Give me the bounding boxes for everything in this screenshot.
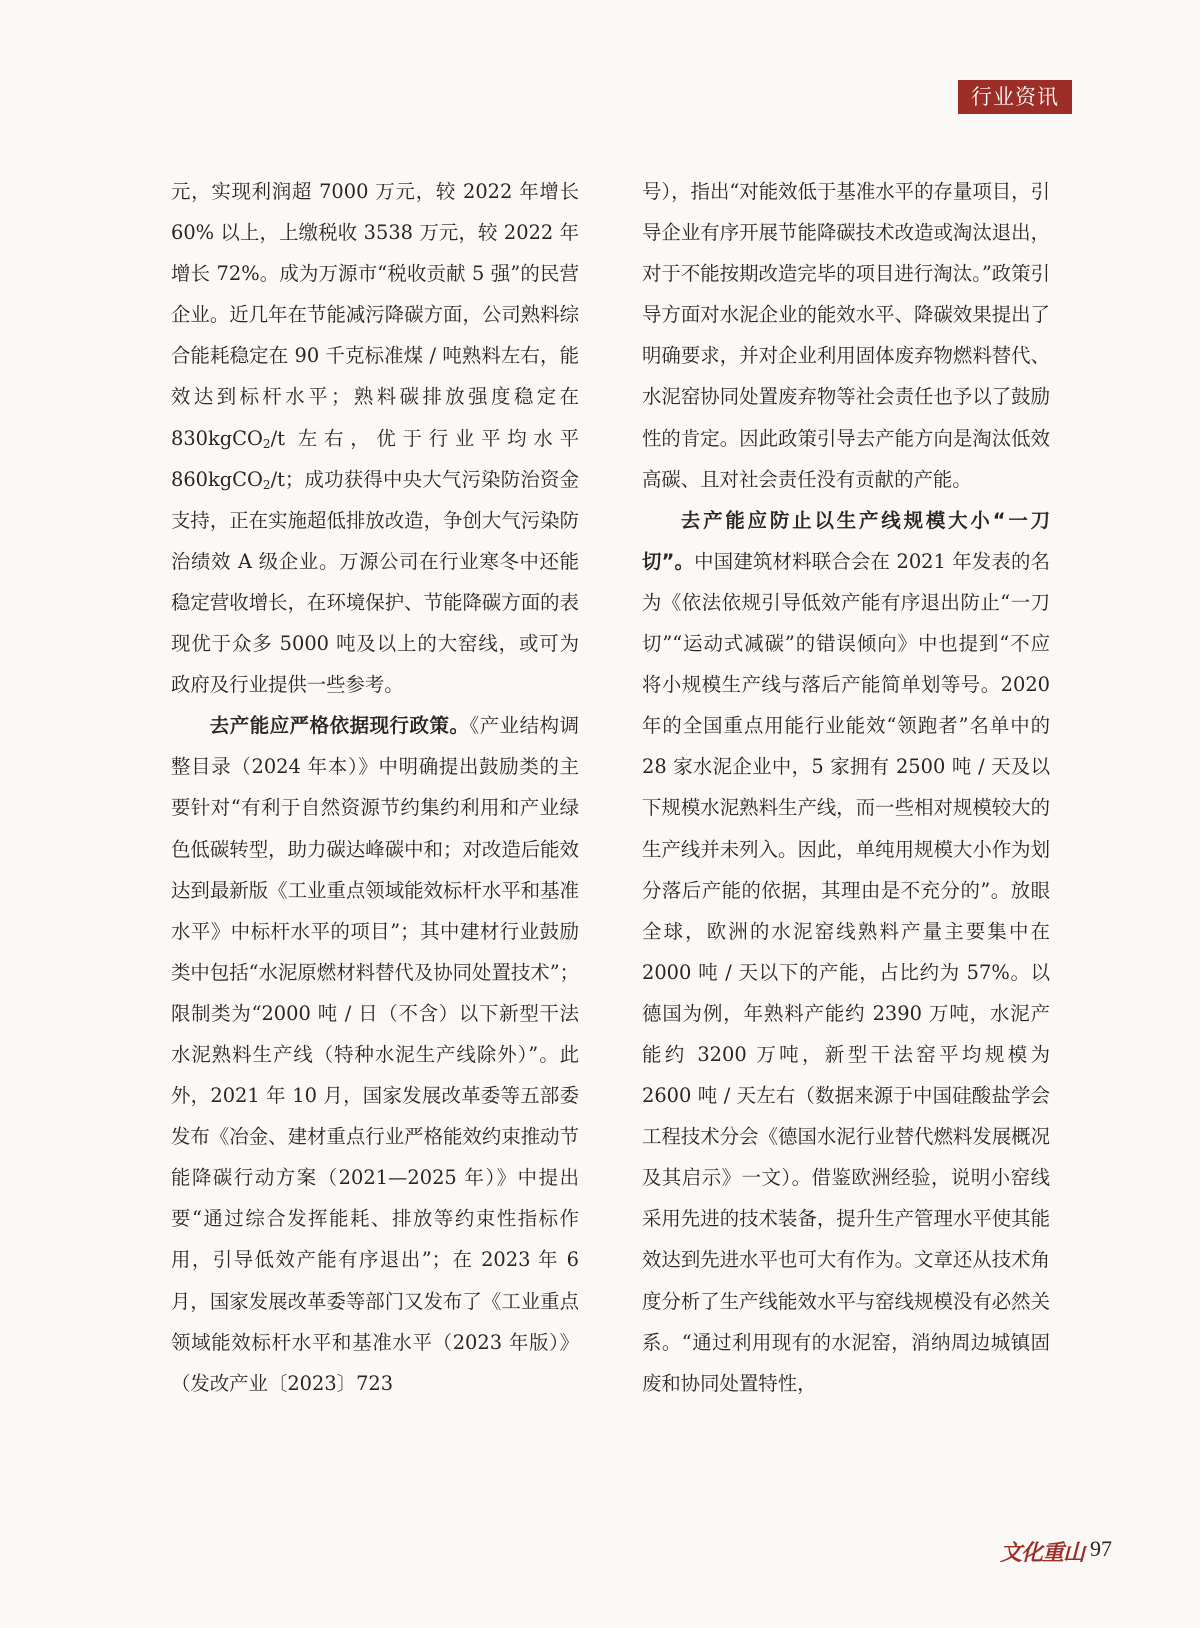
page-number: 97 [1090, 1536, 1112, 1561]
subscript: 2 [262, 436, 271, 451]
paragraph [171, 705, 579, 1404]
text-run: 中国建筑材料联合会在 2021 年发表的名为《依法依规引导低效产能有序退出防止“一刀切”“运动式减碳”的错误倾向》中也提到“不应将小规模生产线与落后产能简单划等号。2020 年的全国重点用能行业能效“领跑者”名单中的 28 家水泥企业中，5 家拥有 2500 吨 / 天及以下规模水泥熟料生产线，而一些相对规模较大的生产线并未列入。因此，单纯用规模大小作为划分落后产能的依据，其理由是不充分的”。放眼全球，欧洲的水泥窑线熟料产量主要集中在 2000 吨 / 天以下的产能，占比约为 57%。以德国为例，年熟料产能约 2390 万吨，水泥产能约 3200 万吨，新型干法窑平均规模为 2600 吨 / 天左右（数据来源于中国硅酸盐学会工程技术分会《德国水泥行业替代燃料发展概况及其启示》一文）。借鉴欧洲经验，说明小窑线采用先进的技术装备，提升生产管理水平使其能效达到先进水平也可大有作为。文章还从技术角度分析了生产线能效水平与窑线规模没有必然关系。“通过利用现有的水泥窑，消纳周边城镇固废和协同处置特性， [642, 549, 1050, 1395]
paragraph-lead: 去产能应严格依据现行政策。 [209, 714, 470, 738]
text-run: 《产业结构调整目录（2024 年本）》中明确提出鼓励类的主要针对“有利于自然资源节约集约利用和产业绿色低碳转型，助力碳达峰碳中和；对改造后能效达到最新版《工业重点领域能效标杆水平和基准水平》中标杆水平的项目”；其中建材行业鼓励类中包括“水泥原燃材料替代及协同处置技术”；限制类为“2000 吨 / 日（不含）以下新型干法水泥熟料生产线（特种水泥生产线除外）”。此外，2021 年 10 月，国家发展改革委等五部委发布《冶金、建材重点行业严格能效约束推动节能降碳行动方案（2021—2025 年）》中提出要“通过综合发挥能耗、排放等约束性指标作用，引导低效产能有序退出”；在 2023 年 6 月，国家发展改革委等部门又发布了《工业重点领域能效标杆水平和基准水平（2023 年版）》（发改产业〔2023〕723 [171, 714, 579, 1395]
paragraph [642, 500, 1050, 1404]
left-column [171, 171, 579, 1404]
text-run: /t 左右，优于行业平均水平 860kgCO [171, 426, 579, 491]
section-tag: 行业资讯 [958, 80, 1072, 114]
text-run: /t；成功获得中央大气污染防治资金支持，正在实施超低排放改造，争创大气污染防治绩效 A 级企业。万源公司在行业寒冬中还能稳定营收增长，在环境保护、节能降碳方面的表现优于众多 5000 吨及以上的大窑线，或可为政府及行业提供一些参考。 [171, 467, 579, 697]
paragraph [171, 171, 579, 705]
right-column [642, 171, 1050, 1404]
paragraph-lead: 去产能应防止以生产线规模大小“一刀切”。 [642, 508, 1050, 573]
subscript: 2 [262, 477, 271, 492]
text-run: 元，实现利润超 7000 万元，较 2022 年增长 60% 以上，上缴税收 3538 万元，较 2022 年增长 72%。成为万源市“税收贡献 5 强”的民营企业。近几年在节能减污降碳方面，公司熟料综合能耗稳定在 90 千克标准煤 / 吨熟料左右，能效达到标杆水平；熟料碳排放强度稳定在 830kgCO [171, 180, 579, 450]
paragraph: 号），指出“对能效低于基准水平的存量项目，引导企业有序开展节能降碳技术改造或淘汰退出，对于不能按期改造完毕的项目进行淘汰。”政策引导方面对水泥企业的能效水平、降碳效果提出了明确要求，并对企业利用固体废弃物燃料替代、水泥窑协同处置废弃物等社会责任也予以了鼓励性的肯定。因此政策引导去产能方向是淘汰低效高碳、且对社会责任没有贡献的产能。 [642, 180, 1050, 491]
magazine-logo: 文化重山 [1000, 1540, 1085, 1566]
